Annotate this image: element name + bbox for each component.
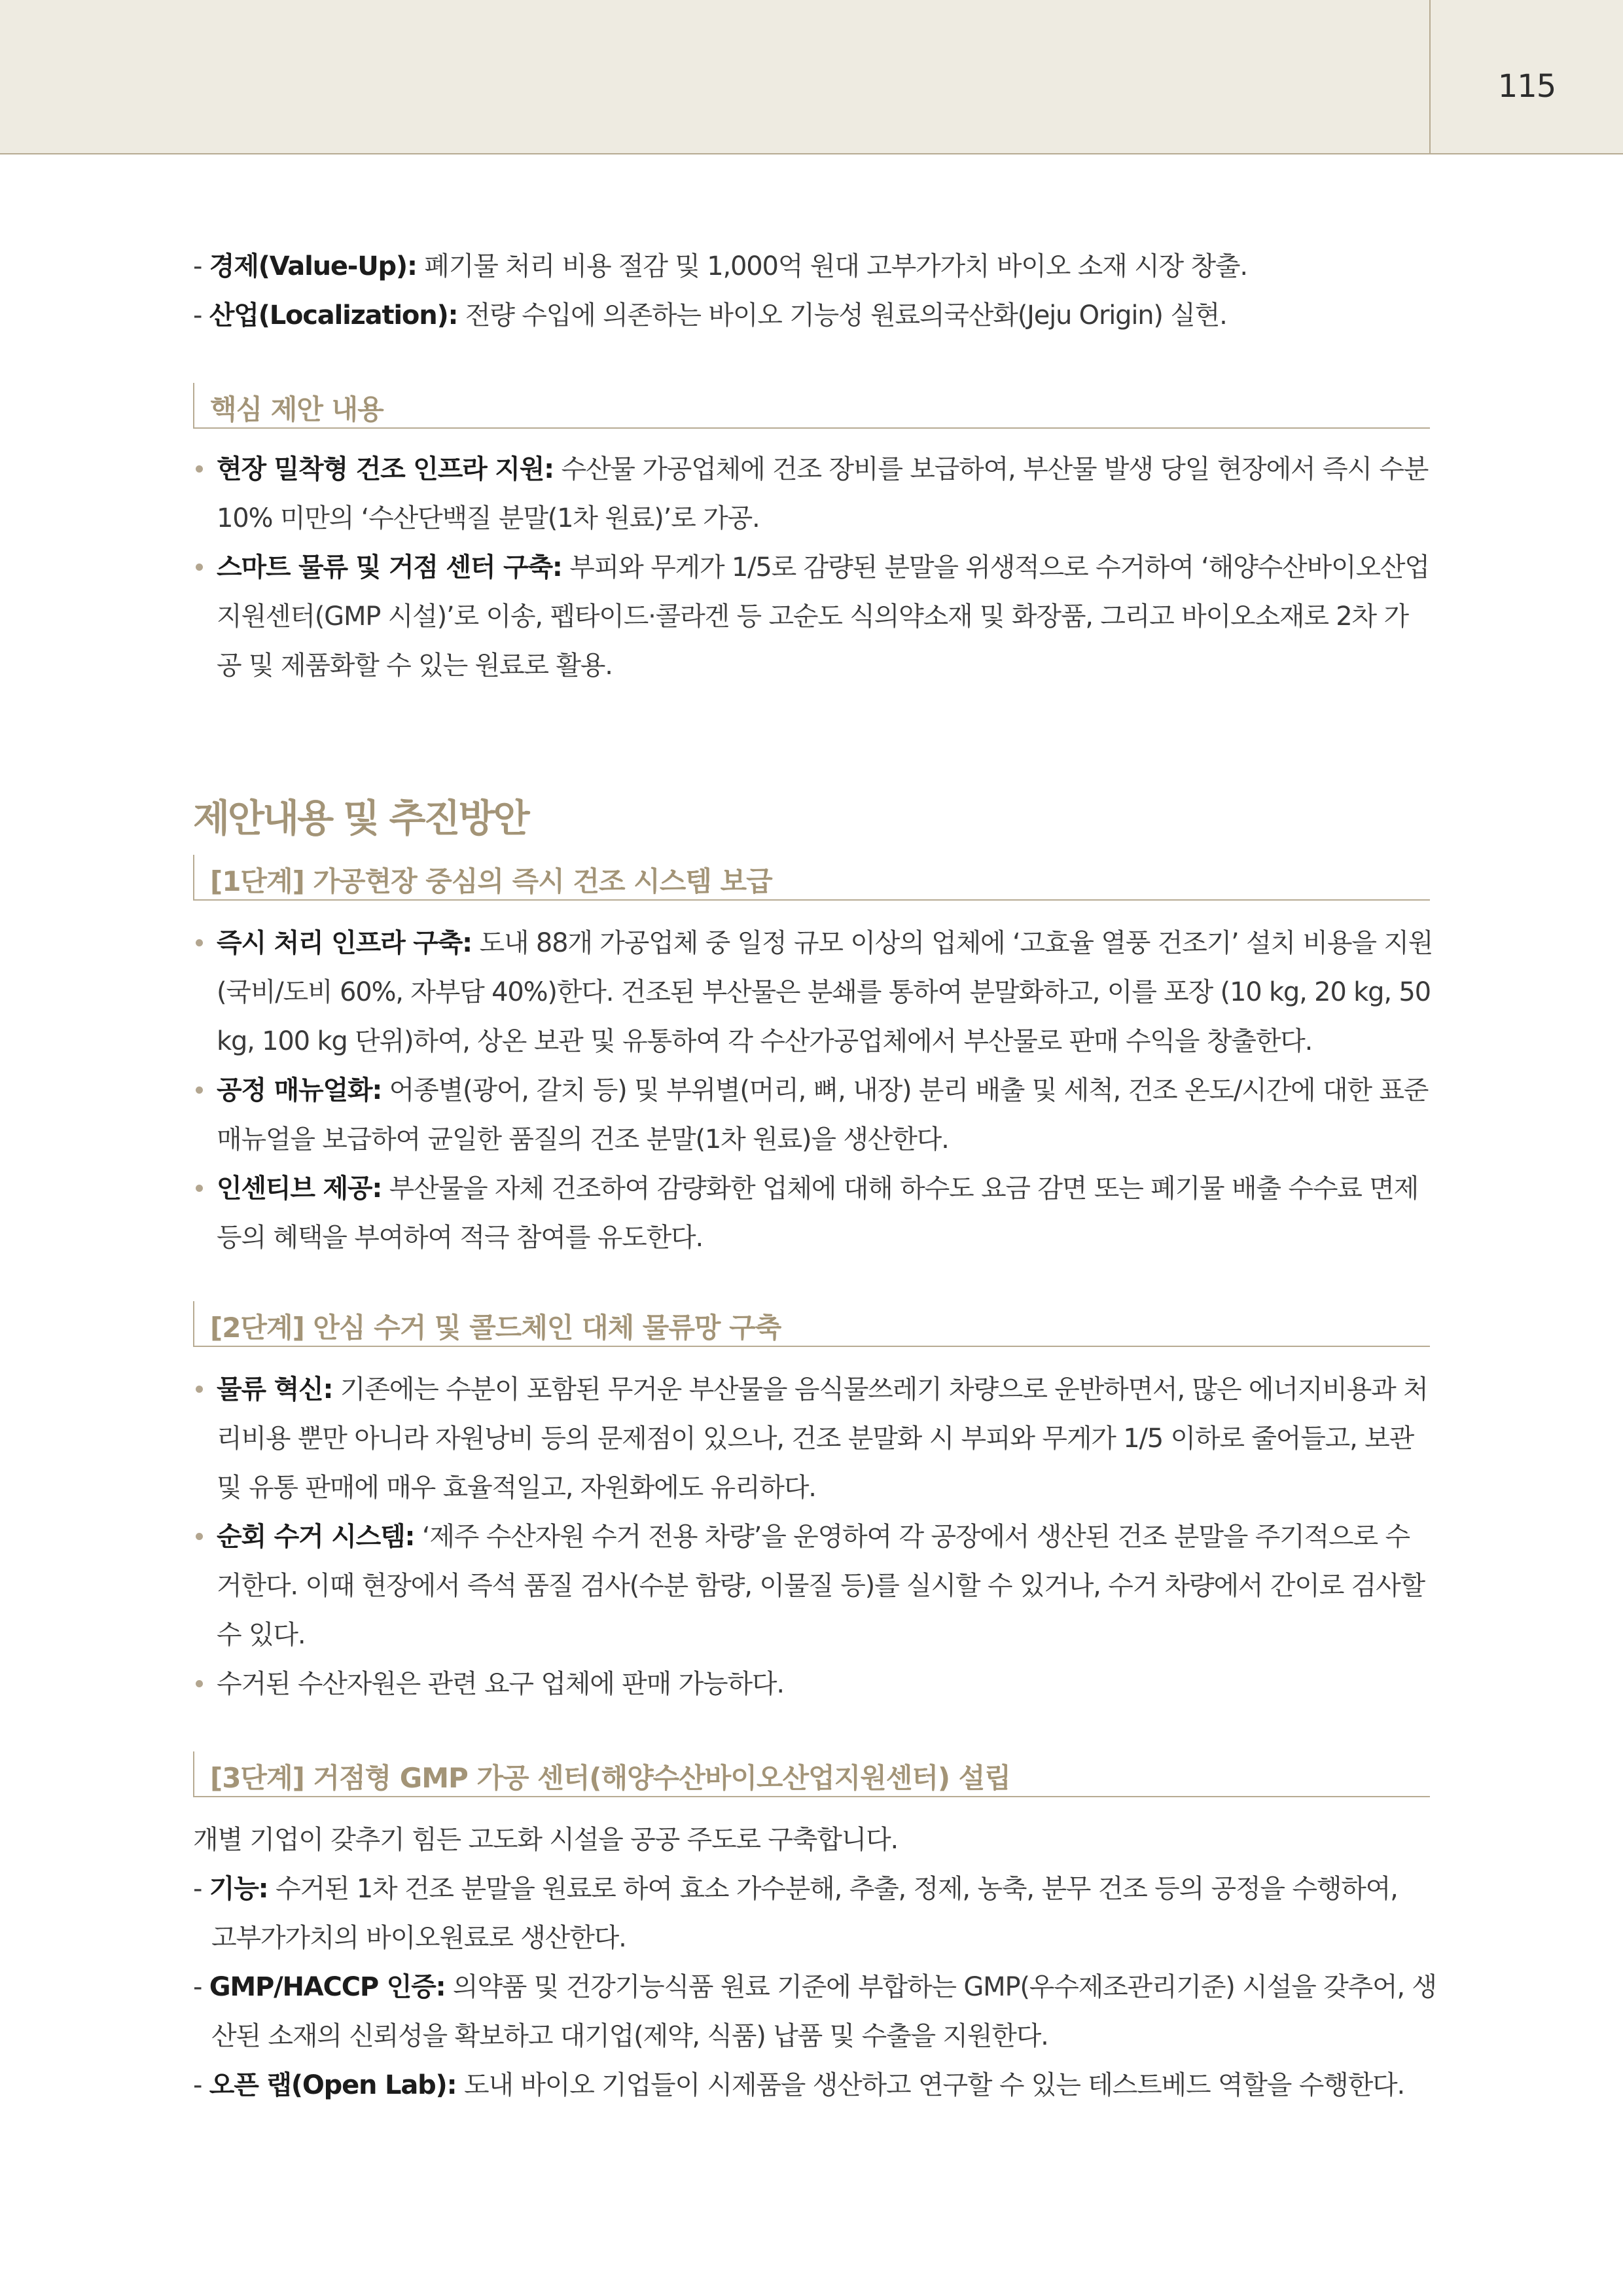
bullet-dot: [196, 1086, 203, 1094]
core-proposal-heading: 핵심 제안 내용: [193, 383, 1430, 429]
intro-line-industry: - 산업(Localization): 전량 수입에 의존하는 바이오 기능성 원료의국산화(Jeju Origin) 실현.: [193, 300, 1227, 331]
header-band: [0, 0, 1623, 154]
bullet-dot: [196, 1185, 203, 1192]
stage3-intro: 개별 기업이 갖추기 힘든 고도화 시설을 공공 주도로 구축합니다.: [193, 1825, 899, 1855]
stage2-heading: [2단계] 안심 수거 및 콜드체인 대체 물류망 구축: [193, 1301, 1430, 1347]
stage3-heading: [3단계] 거점형 GMP 가공 센터(해양수산바이오산업지원센터) 설립: [193, 1751, 1430, 1797]
page-number: 115: [1497, 68, 1556, 105]
section-title: 제안내용 및 추진방안: [193, 796, 528, 840]
stage3-item-openlab: - 오픈 랩(Open Lab): 도내 바이오 기업들이 시제품을 생산하고 연구할 수 있는 테스트베드 역할을 수행한다.: [193, 2070, 1405, 2100]
bullet-dot: [196, 465, 203, 473]
bullet-dot: [196, 564, 203, 571]
stage1-heading: [1단계] 가공현장 중심의 즉시 건조 시스템 보급: [193, 855, 1430, 901]
stage3-item-gmp: - GMP/HACCP 인증: 의약품 및 건강기능식품 원료 기준에 부합하는 GMP(우수제조관리기준) 시설을 갖추어, 생 산된 소재의 신뢰성을 확보하고 대기업(제약, 식품) 납품 및 수출을 지원한다.: [193, 1972, 1436, 2051]
intro-line-economy: - 경제(Value-Up): 폐기물 처리 비용 절감 및 1,000억 원대 고부가가치 바이오 소재 시장 창출.: [193, 251, 1247, 281]
bullet-dot: [196, 1533, 203, 1540]
bullet-dot: [196, 939, 203, 946]
bullet-dot: [196, 1386, 203, 1393]
bullet-dot: [196, 1680, 203, 1687]
stage3-item-function: - 기능: 수거된 1차 건조 분말을 원료로 하여 효소 가수분해, 추출, 정제, 농축, 분무 건조 등의 공정을 수행하여, 고부가가치의 바이오원료로 생산한다.: [193, 1874, 1398, 1953]
